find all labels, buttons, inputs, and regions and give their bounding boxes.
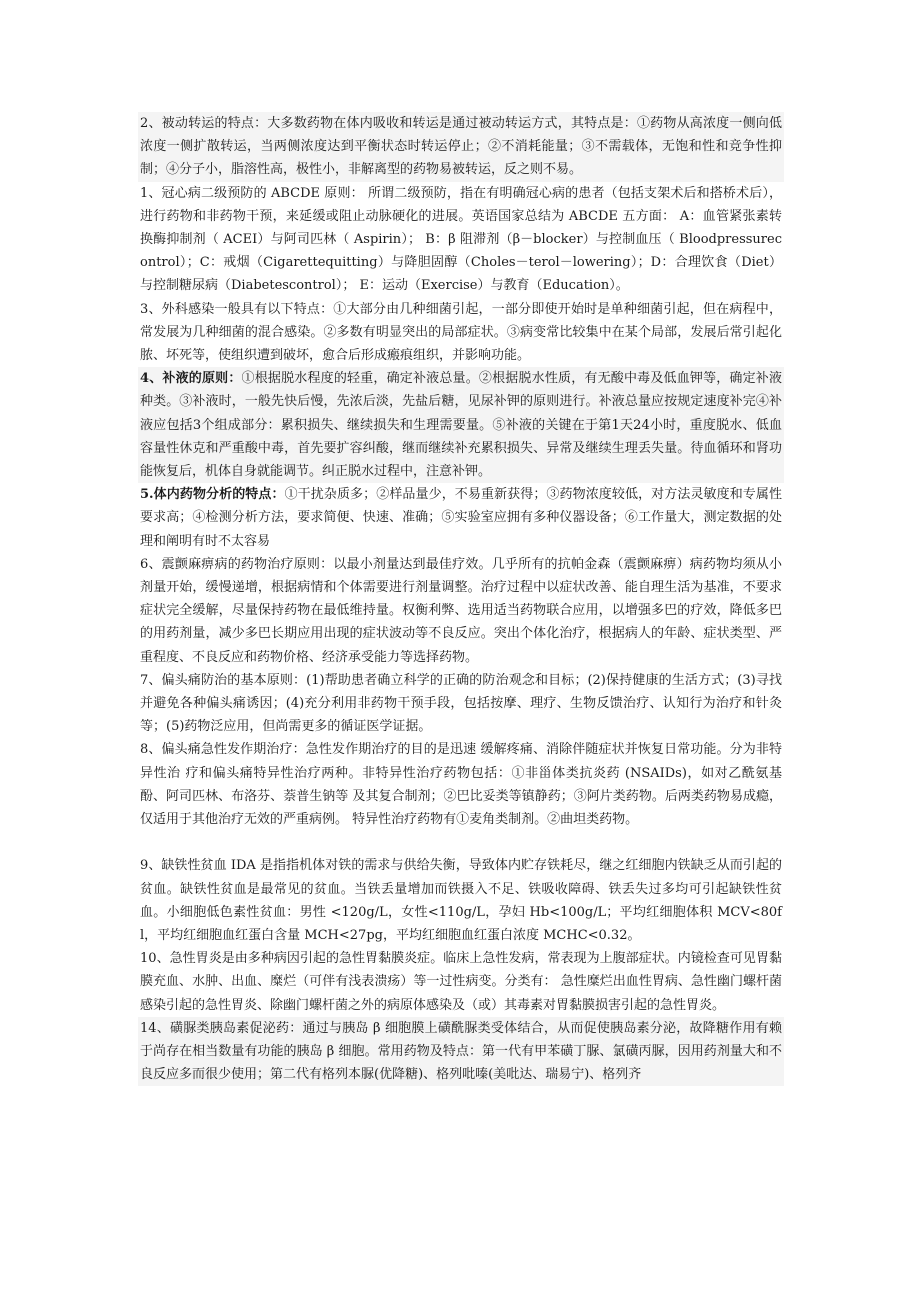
paragraph-migraine-prevention bbox=[138, 669, 784, 739]
paragraph-text: 6、震颤麻痹病的药物治疗原则：以最小剂量达到最佳疗效。几乎所有的抗帕金森（震颤麻痹）病药物均须从小剂量开始，缓慢递增，根据病情和个体需要进行剂量调整。治疗过程中以症状改善、能自理生活为基准，不要求症状完全缓解，尽量保持药物在最低维持量。权衡利弊、选用适当药物联合应用，以增强多巴的疗效，降低多巴的用药剂量，减少多巴长期应用出现的症状波动等不良反应。突出个体化治疗，根据病人的年龄、症状类型、严重程度、不良反应和药物价格、经济承受能力等选择药物。 bbox=[140, 556, 782, 665]
paragraph-drug-analysis bbox=[138, 483, 784, 553]
paragraph-heading: 4、补液的原则： bbox=[140, 371, 242, 387]
paragraph-text: ①根据脱水程度的轻重，确定补液总量。②根据脱水性质，有无酸中毒及低血钾等，确定补液种类。③补液时，一般先快后慢，先浓后淡，先盐后糖，见尿补钾的原则进行。补液总量应按规定速度补完④补液应包括3个组成部分：累积损失、继续损失和生理需要量。⑤补液的关键在于第1天24小时，重度脱水、低血容量性休克和严重酸中毒，首先要扩容纠酸，继而继续补充累积损失、异常及继续生理丢失量。待血循环和肾功能恢复后，机体自身就能调节。纠正脱水过程中，注意补钾。 bbox=[140, 371, 782, 480]
paragraph-migraine-acute bbox=[138, 738, 784, 831]
paragraph-text: 1、冠心病二级预防的 ABCDE 原则： 所谓二级预防，指在有明确冠心病的患者（包括支架术后和搭桥术后），进行药物和非药物干预，来延缓或阻止动脉硬化的进展。英语国家总结为 ABCDE 五方面： A：血管紧张素转换酶抑制剂（ ACEI）与阿司匹林（ Aspirin）； B：β 阻滞剂（β－blocker）与控制血压（ Bloodpressurecontrol）；C：戒烟（Cigarettequitting）与降胆固醇（Choles－terol－lowering）；D：合理饮食（Diet）与控制糖尿病（Diabetescontrol）； E：运动（Exercise）与教育（Education）。 bbox=[140, 185, 782, 294]
paragraph-text: 7、偏头痛防治的基本原则：(1)帮助患者确立科学的正确的防治观念和目标；(2)保持健康的生活方式；(3)寻找并避免各种偏头痛诱因；(4)充分利用非药物干预手段，包括按摩、理疗、生物反馈治疗、认知行为治疗和针灸等；(5)药物泛应用，但尚需更多的循证医学证据。 bbox=[140, 672, 782, 735]
document-page bbox=[138, 112, 784, 1086]
paragraph-sulfonylurea bbox=[138, 1017, 784, 1087]
blank-line bbox=[138, 831, 784, 854]
paragraph-text: ①干扰杂质多；②样品量少，不易重新获得；③药物浓度较低，对方法灵敏度和专属性要求高；④检测分析方法，要求简便、快速、准确；⑤实验室应拥有多种仪器设备；⑥工作量大，测定数据的处理和阐明有时不太容易 bbox=[140, 487, 782, 549]
paragraph-abcde-principle bbox=[138, 182, 784, 298]
paragraph-parkinson-treatment bbox=[138, 553, 784, 669]
paragraph-iron-deficiency-anemia bbox=[138, 854, 784, 947]
paragraph-text: 3、外科感染一般具有以下特点：①大部分由几种细菌引起，一部分即使开始时是单种细菌引起，但在病程中，常发展为几种细菌的混合感染。②多数有明显突出的局部症状。③病变常比较集中在某个局部，发展后常引起化脓、坏死等，使组织遭到破坏，愈合后形成瘢痕组织，并影响功能。 bbox=[140, 301, 782, 364]
paragraph-passive-transport bbox=[138, 112, 784, 182]
paragraph-text: 9、缺铁性贫血 IDA 是指指机体对铁的需求与供给失衡，导致体内贮存铁耗尽，继之红细胞内铁缺乏从而引起的贫血。缺铁性贫血是最常见的贫血。当铁丢量增加而铁摄入不足、铁吸收障碍、铁丢失过多均可引起缺铁性贫血。小细胞低色素性贫血：男性 <120g/L，女性<110g/L，孕妇 Hb<100g/L；平均红细胞体积 MCV<80fl，平均红细胞血红蛋白含量 MCH<27pg，平均红细胞血红蛋白浓度 MCHC<0.32。 bbox=[140, 858, 782, 943]
paragraph-heading: 5.体内药物分析的特点： bbox=[140, 487, 285, 503]
paragraph-text: 14、磺脲类胰岛素促泌药：通过与胰岛 β 细胞膜上磺酰脲类受体结合，从而促使胰岛素分泌，故降糖作用有赖于尚存在相当数量有功能的胰岛 β 细胞。常用药物及特点：第一代有甲苯磺丁脲、氯磺丙脲，因用药剂量大和不良反应多而很少使用；第二代有格列本脲(优降糖)、格列吡嗪(美吡达、瑞易宁)、格列齐 bbox=[140, 1020, 782, 1083]
paragraph-text: 8、偏头痛急性发作期治疗：急性发作期治疗的目的是迅速 缓解疼痛、消除伴随症状并恢复日常功能。分为非特异性治 疗和偏头痛特异性治疗两种。非特异性治疗药物包括：①非甾体类抗炎药 (NSAIDs)，如对乙酰氨基酚、阿司匹林、布洛芬、萘普生钠等 及其复合制剂；②巴比妥类等镇静药；③阿片类药物。后两类药物易成瘾，仅适用于其他治疗无效的严重病例。 特异性治疗药物有①麦角类制剂。②曲坦类药物。 bbox=[140, 742, 782, 828]
paragraph-text: 2、被动转运的特点：大多数药物在体内吸收和转运是通过被动转运方式，其特点是：①药物从高浓度一侧向低浓度一侧扩散转运，当两侧浓度达到平衡状态时转运停止；②不消耗能量；③不需载体，无饱和性和竞争性抑制；④分子小，脂溶性高，极性小，非解离型的药物易被转运，反之则不易。 bbox=[140, 116, 782, 178]
paragraph-text: 10、急性胃炎是由多种病因引起的急性胃黏膜炎症。临床上急性发病，常表现为上腹部症状。内镜检查可见胃黏膜充血、水肿、出血、糜烂（可伴有浅表溃疡）等一过性病变。分类有： 急性糜烂出血性胃病、急性幽门螺杆菌感染引起的急性胃炎、除幽门螺杆菌之外的病原体感染及（或）其毒素对胃黏膜损害引起的急性胃炎。 bbox=[140, 951, 782, 1013]
paragraph-acute-gastritis bbox=[138, 947, 784, 1017]
paragraph-fluid-replacement bbox=[138, 367, 784, 483]
paragraph-surgical-infection bbox=[138, 298, 784, 368]
